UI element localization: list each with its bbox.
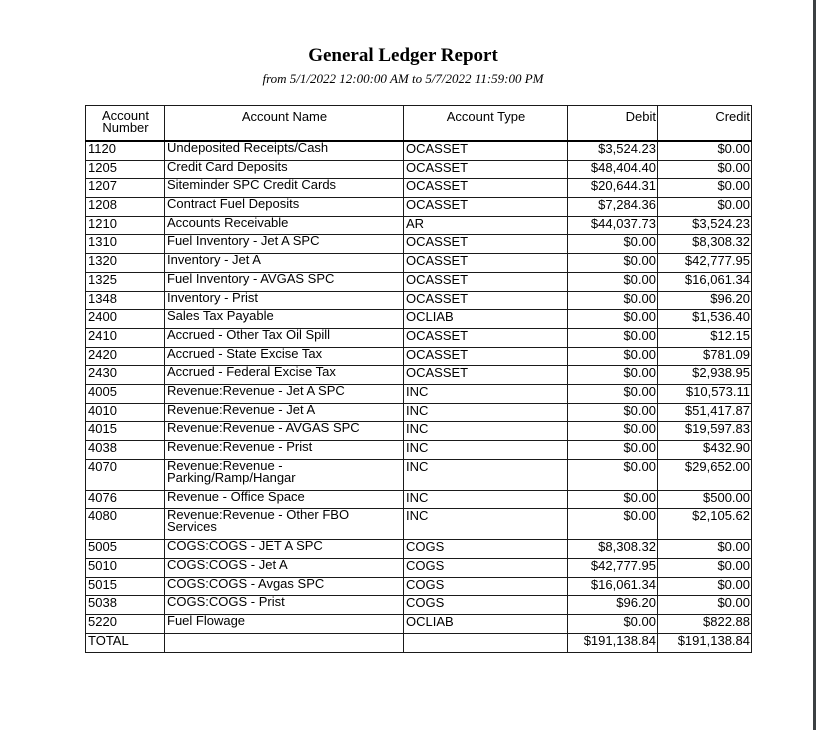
cell-credit: $96.20 — [658, 291, 752, 310]
cell-account-number: 1208 — [86, 198, 165, 217]
cell-account-name: Fuel Inventory - Jet A SPC — [165, 235, 404, 254]
cell-debit: $0.00 — [568, 254, 658, 273]
cell-debit: $0.00 — [568, 422, 658, 441]
cell-account-number: 4080 — [86, 509, 165, 540]
cell-credit: $2,105.62 — [658, 509, 752, 540]
cell-account-number: 5010 — [86, 559, 165, 578]
table-row — [86, 596, 752, 615]
cell-account-name: Revenue:Revenue - Parking/Ramp/Hangar — [165, 459, 404, 490]
cell-account-name: Inventory - Prist — [165, 291, 404, 310]
cell-credit: $0.00 — [658, 577, 752, 596]
cell-account-name: Fuel Flowage — [165, 615, 404, 634]
cell-credit: $0.00 — [658, 198, 752, 217]
cell-credit: $0.00 — [658, 540, 752, 559]
table-row — [86, 198, 752, 217]
table-row — [86, 509, 752, 540]
cell-account-type: OCASSET — [404, 179, 568, 198]
table-row — [86, 490, 752, 509]
cell-account-number: 1310 — [86, 235, 165, 254]
cell-account-number: 4076 — [86, 490, 165, 509]
cell-debit: $0.00 — [568, 347, 658, 366]
ledger-table — [85, 105, 752, 653]
cell-account-name: Accrued - Federal Excise Tax — [165, 366, 404, 385]
cell-credit: $432.90 — [658, 441, 752, 460]
header-account-type: Account Type — [404, 106, 568, 142]
cell-account-number: 1207 — [86, 179, 165, 198]
cell-account-type: OCLIAB — [404, 615, 568, 634]
cell-credit: $16,061.34 — [658, 272, 752, 291]
cell-account-number: 4010 — [86, 403, 165, 422]
cell-account-name: Credit Card Deposits — [165, 160, 404, 179]
cell-account-number: 2410 — [86, 328, 165, 347]
cell-account-name: Accrued - Other Tax Oil Spill — [165, 328, 404, 347]
cell-account-type: INC — [404, 422, 568, 441]
cell-account-name: COGS:COGS - JET A SPC — [165, 540, 404, 559]
cell-account-type: OCASSET — [404, 291, 568, 310]
cell-account-name: Fuel Inventory - AVGAS SPC — [165, 272, 404, 291]
table-row — [86, 559, 752, 578]
table-row — [86, 235, 752, 254]
cell-credit: $0.00 — [658, 160, 752, 179]
cell-credit: $42,777.95 — [658, 254, 752, 273]
cell-debit: $16,061.34 — [568, 577, 658, 596]
cell-account-type: OCASSET — [404, 366, 568, 385]
cell-credit: $0.00 — [658, 559, 752, 578]
cell-account-name: Siteminder SPC Credit Cards — [165, 179, 404, 198]
cell-debit: $48,404.40 — [568, 160, 658, 179]
cell-account-type: COGS — [404, 540, 568, 559]
table-row — [86, 310, 752, 329]
cell-debit: $20,644.31 — [568, 179, 658, 198]
cell-account-number: 1325 — [86, 272, 165, 291]
table-row — [86, 422, 752, 441]
total-credit: $191,138.84 — [658, 633, 752, 652]
cell-account-name: Accrued - State Excise Tax — [165, 347, 404, 366]
cell-account-number: 1120 — [86, 141, 165, 160]
cell-credit: $0.00 — [658, 179, 752, 198]
cell-account-number: 4038 — [86, 441, 165, 460]
table-row — [86, 403, 752, 422]
cell-credit: $0.00 — [658, 596, 752, 615]
table-row — [86, 254, 752, 273]
cell-credit: $8,308.32 — [658, 235, 752, 254]
total-row — [86, 633, 752, 652]
table-row — [86, 441, 752, 460]
cell-account-number: 1205 — [86, 160, 165, 179]
table-row — [86, 577, 752, 596]
cell-credit: $10,573.11 — [658, 384, 752, 403]
cell-credit: $29,652.00 — [658, 459, 752, 490]
cell-account-type: COGS — [404, 559, 568, 578]
cell-account-number: 2420 — [86, 347, 165, 366]
cell-account-type: COGS — [404, 596, 568, 615]
cell-account-type: INC — [404, 490, 568, 509]
cell-account-number: 2430 — [86, 366, 165, 385]
cell-account-type: OCASSET — [404, 141, 568, 160]
header-row — [86, 106, 752, 142]
table-row — [86, 216, 752, 235]
cell-account-number: 4005 — [86, 384, 165, 403]
cell-account-name: Revenue:Revenue - AVGAS SPC — [165, 422, 404, 441]
cell-account-number: 5038 — [86, 596, 165, 615]
cell-credit: $500.00 — [658, 490, 752, 509]
header-account-name: Account Name — [165, 106, 404, 142]
cell-account-type: INC — [404, 384, 568, 403]
cell-account-type: AR — [404, 216, 568, 235]
cell-debit: $8,308.32 — [568, 540, 658, 559]
cell-debit: $0.00 — [568, 272, 658, 291]
table-row — [86, 540, 752, 559]
cell-account-name: Contract Fuel Deposits — [165, 198, 404, 217]
cell-credit: $2,938.95 — [658, 366, 752, 385]
cell-debit: $0.00 — [568, 615, 658, 634]
cell-account-type: OCASSET — [404, 254, 568, 273]
cell-debit: $0.00 — [568, 509, 658, 540]
cell-debit: $0.00 — [568, 366, 658, 385]
ledger-body — [86, 141, 752, 633]
cell-account-type: INC — [404, 403, 568, 422]
cell-debit: $3,524.23 — [568, 141, 658, 160]
cell-account-type: OCASSET — [404, 235, 568, 254]
table-row — [86, 347, 752, 366]
table-row — [86, 459, 752, 490]
cell-account-number: 2400 — [86, 310, 165, 329]
cell-account-number: 1210 — [86, 216, 165, 235]
cell-account-type: OCASSET — [404, 160, 568, 179]
cell-debit: $0.00 — [568, 490, 658, 509]
cell-debit: $0.00 — [568, 235, 658, 254]
cell-account-type: OCASSET — [404, 272, 568, 291]
cell-credit: $822.88 — [658, 615, 752, 634]
report-date-range: from 5/1/2022 12:00:00 AM to 5/7/2022 11:59:00 PM — [262, 71, 544, 86]
cell-credit: $19,597.83 — [658, 422, 752, 441]
cell-account-name: Revenue:Revenue - Prist — [165, 441, 404, 460]
cell-account-name: COGS:COGS - Avgas SPC — [165, 577, 404, 596]
cell-account-type: INC — [404, 509, 568, 540]
total-type — [404, 633, 568, 652]
table-row — [86, 615, 752, 634]
cell-debit: $0.00 — [568, 310, 658, 329]
cell-account-number: 4015 — [86, 422, 165, 441]
cell-account-name: Inventory - Jet A — [165, 254, 404, 273]
cell-account-name: Revenue:Revenue - Jet A SPC — [165, 384, 404, 403]
cell-debit: $0.00 — [568, 384, 658, 403]
report-title: General Ledger Report — [308, 45, 498, 66]
cell-account-name: COGS:COGS - Prist — [165, 596, 404, 615]
cell-credit: $1,536.40 — [658, 310, 752, 329]
total-debit: $191,138.84 — [568, 633, 658, 652]
cell-debit: $7,284.36 — [568, 198, 658, 217]
cell-account-name: Revenue:Revenue - Jet A — [165, 403, 404, 422]
table-row — [86, 141, 752, 160]
cell-debit: $0.00 — [568, 441, 658, 460]
cell-debit: $44,037.73 — [568, 216, 658, 235]
total-name — [165, 633, 404, 652]
table-row — [86, 328, 752, 347]
cell-account-number: 1320 — [86, 254, 165, 273]
cell-account-type: OCASSET — [404, 328, 568, 347]
cell-account-number: 1348 — [86, 291, 165, 310]
table-row — [86, 272, 752, 291]
cell-account-type: OCASSET — [404, 347, 568, 366]
cell-credit: $12.15 — [658, 328, 752, 347]
cell-account-name: Undeposited Receipts/Cash — [165, 141, 404, 160]
cell-account-type: COGS — [404, 577, 568, 596]
cell-debit: $0.00 — [568, 403, 658, 422]
cell-account-name: Revenue - Office Space — [165, 490, 404, 509]
header-account-number: Account Number — [86, 106, 165, 142]
cell-credit: $51,417.87 — [658, 403, 752, 422]
table-row — [86, 366, 752, 385]
table-row — [86, 160, 752, 179]
total-label: TOTAL — [86, 633, 165, 652]
cell-debit: $0.00 — [568, 291, 658, 310]
cell-credit: $3,524.23 — [658, 216, 752, 235]
table-row — [86, 291, 752, 310]
cell-account-number: 4070 — [86, 459, 165, 490]
cell-account-name: Accounts Receivable — [165, 216, 404, 235]
cell-debit: $42,777.95 — [568, 559, 658, 578]
cell-debit: $0.00 — [568, 459, 658, 490]
table-row — [86, 179, 752, 198]
cell-debit: $0.00 — [568, 328, 658, 347]
cell-account-number: 5005 — [86, 540, 165, 559]
header-credit: Credit — [658, 106, 752, 142]
cell-credit: $781.09 — [658, 347, 752, 366]
cell-account-name: COGS:COGS - Jet A — [165, 559, 404, 578]
cell-account-number: 5220 — [86, 615, 165, 634]
cell-account-name: Revenue:Revenue - Other FBO Services — [165, 509, 404, 540]
cell-account-number: 5015 — [86, 577, 165, 596]
cell-account-name: Sales Tax Payable — [165, 310, 404, 329]
cell-credit: $0.00 — [658, 141, 752, 160]
cell-account-type: INC — [404, 441, 568, 460]
header-debit: Debit — [568, 106, 658, 142]
cell-account-type: INC — [404, 459, 568, 490]
table-row — [86, 384, 752, 403]
cell-account-type: OCLIAB — [404, 310, 568, 329]
cell-debit: $96.20 — [568, 596, 658, 615]
cell-account-type: OCASSET — [404, 198, 568, 217]
